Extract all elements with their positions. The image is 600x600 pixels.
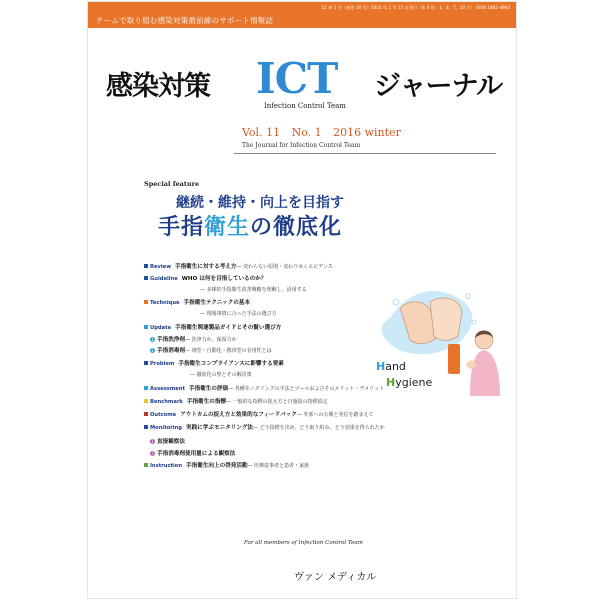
toc-category-marker <box>144 300 148 304</box>
toc-subtitle: — 変わらない原則・変わりゆくエビデンス <box>236 264 333 270</box>
toc-category: Technique <box>150 300 180 306</box>
toc-number-badge: 1 <box>151 439 154 444</box>
headline-post: の徹底化 <box>250 214 343 240</box>
journal-subtitle: The Journal for Infection Control Team <box>242 142 361 149</box>
feature-headline-line2 <box>158 210 342 241</box>
toc-row <box>150 337 237 344</box>
toc-row <box>144 463 309 470</box>
issue-info <box>242 126 409 139</box>
toc-row <box>150 439 185 446</box>
toc-title: WHO は何を目指しているのか？ <box>181 276 267 282</box>
bubble <box>466 294 471 299</box>
toc-subtitle: — 医療従事者と患者・家族 <box>247 463 310 469</box>
hygiene-text <box>386 376 433 389</box>
feature-headline-line1: 継続・維持・向上を目指す <box>176 195 344 211</box>
toc-category: Update <box>150 325 172 331</box>
hand-hygiene-illustration <box>370 278 508 396</box>
divider <box>234 153 496 154</box>
footer-english: For all members of Infection Control Team <box>244 540 363 546</box>
toc-subtitle: — 現場事情に合った手法の選び方 <box>200 311 277 317</box>
hand-initial: H <box>376 360 386 373</box>
toc-subtitle: — 各種モニタリングの手法とツールおよびそのメリット・デメリット <box>228 386 384 392</box>
toc-category-marker <box>144 361 148 365</box>
tagline: チームで取り組む感染対策最前線のサポート情報誌 <box>96 16 274 25</box>
toc-title: 手指衛生テクニックの基本 <box>183 300 251 306</box>
toc-category-marker <box>144 276 148 280</box>
hand-rest: and <box>385 360 406 373</box>
toc-subtitle: — 洗浄力か、保湿力か <box>184 337 237 343</box>
toc-category: Monitoring <box>150 425 182 431</box>
headline-pre: 手指 <box>158 214 205 240</box>
toc-row <box>144 386 384 393</box>
toc-category-marker <box>144 463 148 467</box>
masthead-english: Infection Control Team <box>264 102 346 110</box>
toc-title: 手指衛生の評価 <box>188 386 229 392</box>
top-banner <box>88 2 516 28</box>
dispenser <box>448 344 460 374</box>
toc-category-marker <box>144 412 148 416</box>
toc-subtitle: — 多様的手指衛生改善戦略を理解し、活用する <box>200 287 307 293</box>
toc-category: Outcome <box>150 412 177 418</box>
hygiene-rest: ygiene <box>395 376 433 389</box>
toc-row <box>144 300 250 307</box>
toc-row <box>144 361 284 368</box>
toc-category: Problem <box>150 361 175 367</box>
toc-category-marker <box>144 425 148 429</box>
toc-category-marker <box>144 386 148 390</box>
masthead-journal: ジャーナル <box>374 71 503 102</box>
masthead <box>106 54 506 120</box>
toc-row <box>200 311 277 318</box>
toc-category: Guideline <box>150 276 178 282</box>
toc-title: 直接観察法 <box>157 439 185 445</box>
nurse-body <box>470 350 500 396</box>
toc-row <box>190 372 252 379</box>
masthead-ict: ICT <box>256 54 338 103</box>
toc-title: 実践に学ぶモニタリング法 <box>185 425 253 431</box>
toc-row <box>144 325 281 332</box>
toc-row <box>144 264 333 271</box>
journal-cover <box>88 2 516 598</box>
toc-subtitle: — 一般的な指標の捉え方と自施設の指標設定 <box>226 399 328 405</box>
toc-category: Review <box>150 264 171 270</box>
toc-row <box>144 276 266 283</box>
toc-subtitle: — 徹底化の壁とその解決策 <box>190 372 252 378</box>
hygiene-initial: H <box>386 376 396 389</box>
toc-subtitle: — どう指標を決め、どう取り組み、どう効果を得られたか <box>253 425 385 431</box>
toc-row <box>150 451 235 458</box>
toc-title: 手指洗浄剤 <box>157 337 185 343</box>
toc-title: 手指衛生コンプライアンスに影響する要素 <box>178 361 284 367</box>
toc-category: Benchmark <box>150 399 183 405</box>
toc-category-marker <box>144 399 148 403</box>
publication-info: 11 巻 1 号（通巻 19 号）2016 年 1 月 15 日発行（年 4 回 1，4，7，10 月） ISSN 1881-4964 <box>321 5 510 10</box>
toc-title: アウトカムの捉え方と効果的なフィードバック <box>180 412 297 418</box>
bubble <box>393 299 399 305</box>
toc-title: 手指衛生関連製品ガイドとその賢い選び方 <box>175 325 282 331</box>
toc-row <box>144 412 374 419</box>
toc-subtitle: — 剤型・自動化・携帯型の有用性とは <box>184 348 272 354</box>
volume: Vol. 11 <box>242 126 281 139</box>
toc-row <box>144 399 328 406</box>
toc-category: Instruction <box>150 463 183 469</box>
toc-title: 手指衛生の指標 <box>186 399 227 405</box>
toc-number-badge: 1 <box>151 337 154 342</box>
toc-number-badge: 2 <box>151 348 154 353</box>
toc-title: 手指消毒剤 <box>157 348 185 354</box>
publisher-name: ヴァン メディカル <box>294 572 377 583</box>
toc-row <box>144 425 385 432</box>
headline-highlight: 衛生 <box>204 214 251 240</box>
toc-title: 手指衛生に対する考え方 <box>174 264 237 270</box>
toc-title: 手指消毒剤使用量による観察法 <box>157 451 236 457</box>
masthead-kanji: 感染対策 <box>106 71 210 102</box>
special-feature-label: Special feature <box>144 180 200 188</box>
toc-row <box>200 287 307 294</box>
bubble <box>472 320 476 324</box>
toc-subtitle: — 外部への公開と発信を踏まえて <box>296 412 374 418</box>
toc-category-marker <box>144 264 148 268</box>
hand-text <box>376 360 406 373</box>
toc-row <box>150 348 272 355</box>
hand-right <box>430 298 462 341</box>
toc-title: 手指衛生向上の啓発活動 <box>186 463 248 469</box>
season: 2016 winter <box>333 126 401 139</box>
toc-category: Assessment <box>150 386 185 392</box>
toc-category-marker <box>144 325 148 329</box>
toc-number-badge: 2 <box>151 451 154 456</box>
number: No. 1 <box>291 126 322 139</box>
